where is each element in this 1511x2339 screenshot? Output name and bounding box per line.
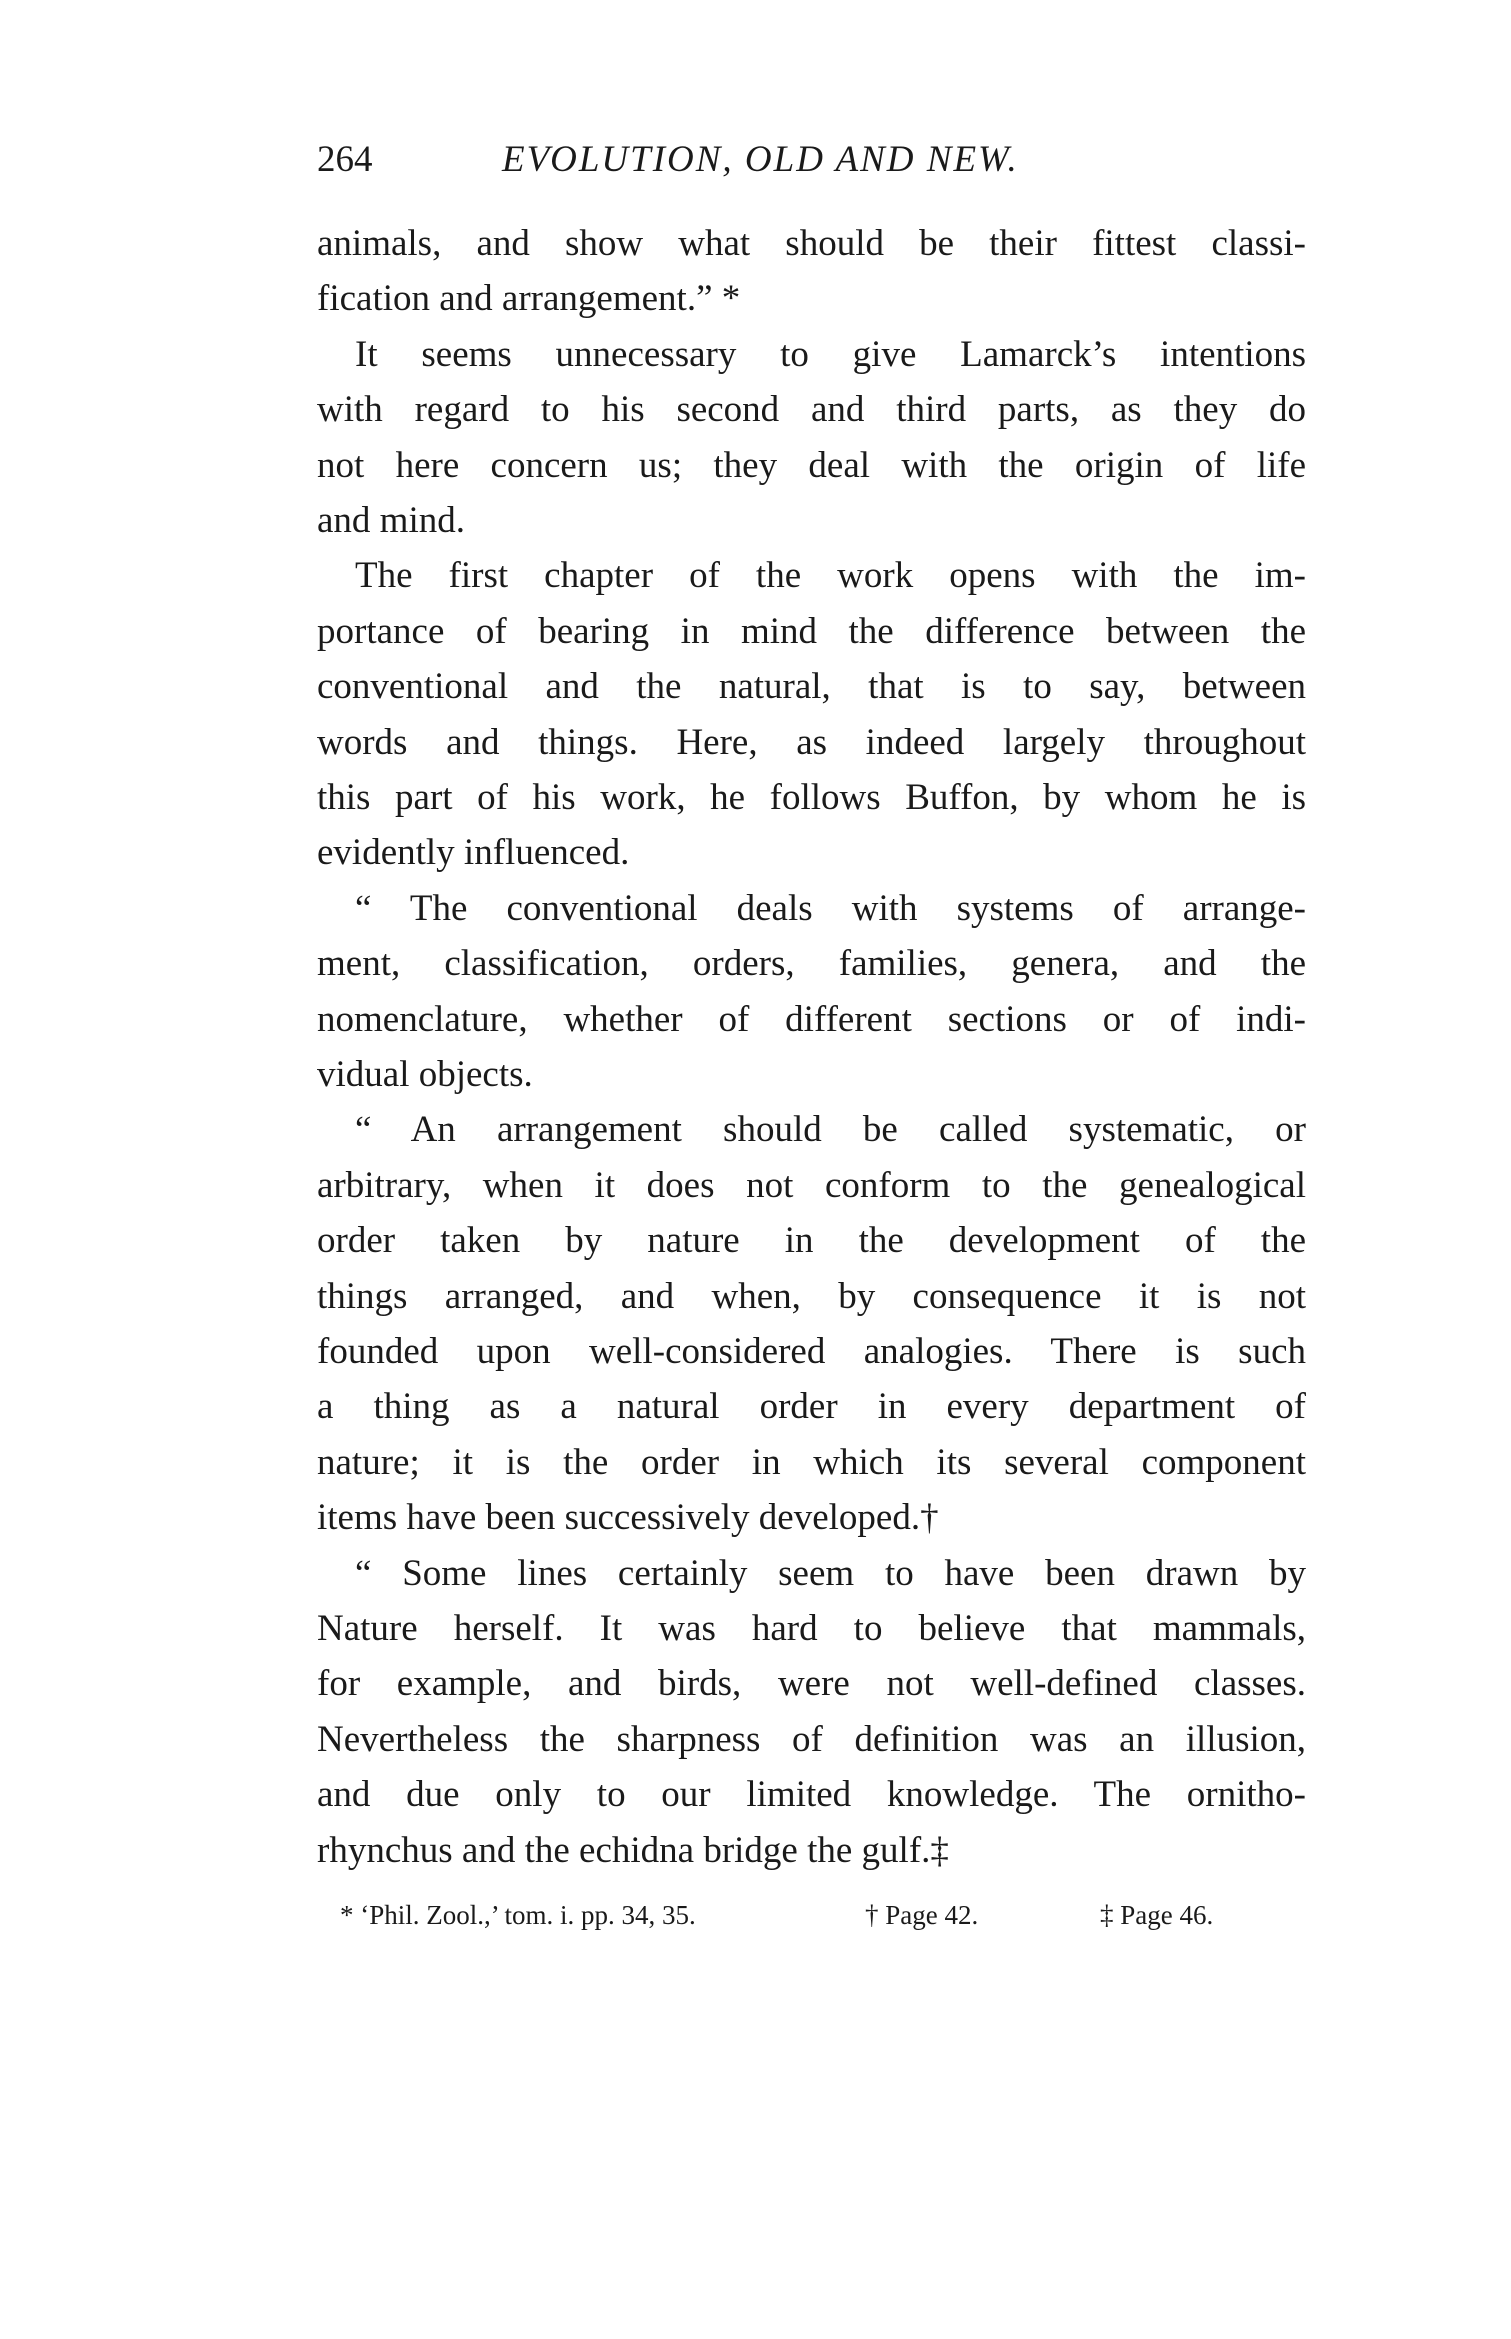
text-line: It seems unnecessary to give Lamarck’s intentions xyxy=(355,333,1306,375)
text-line: rhynchus and the echidna bridge the gulf.‡ xyxy=(317,1829,949,1871)
text-line: things arranged, and when, by consequence it is not xyxy=(317,1275,1306,1317)
text-line: nomenclature, whether of different sections or of indi- xyxy=(317,998,1306,1040)
text-line: words and things. Here, as indeed largely throughout xyxy=(317,721,1306,763)
page-number: 264 xyxy=(317,139,373,180)
running-title: EVOLUTION, OLD AND NEW. xyxy=(502,139,1019,180)
text-line: animals, and show what should be their fittest classi- xyxy=(317,223,1306,264)
text-line: portance of bearing in mind the difference between the xyxy=(317,610,1306,652)
text-line: ment, classification, orders, families, genera, and the xyxy=(317,943,1306,985)
text-line: Nature herself. It was hard to believe that mammals, xyxy=(317,1608,1306,1649)
text-line: a thing as a natural order in every department of xyxy=(317,1386,1306,1428)
text-line: for example, and birds, were not well-defined classes. xyxy=(317,1663,1306,1705)
footnote-1: * ‘Phil. Zool.,’ tom. i. pp. 34, 35. xyxy=(340,1900,696,1930)
footnotes xyxy=(340,1900,1290,1940)
text-line: The first chapter of the work opens with the im- xyxy=(355,555,1306,597)
text-line: “ The conventional deals with systems of arrange- xyxy=(355,887,1306,929)
text-line: fication and arrangement.” * xyxy=(317,278,741,320)
text-line: order taken by nature in the development of the xyxy=(317,1220,1306,1262)
text-line: conventional and the natural, that is to say, between xyxy=(317,666,1306,708)
text-line: “ An arrangement should be called systematic, or xyxy=(355,1109,1306,1151)
running-header xyxy=(317,138,1307,188)
text-line: vidual objects. xyxy=(317,1054,533,1095)
text-line: this part of his work, he follows Buffon, by whom he is xyxy=(317,777,1306,818)
text-line: and due only to our limited knowledge. The ornitho- xyxy=(317,1774,1306,1816)
text-line: Nevertheless the sharpness of definition was an illusion, xyxy=(317,1718,1306,1760)
footnote-3: ‡ Page 46. xyxy=(1100,1900,1214,1930)
text-line: items have been successively developed.† xyxy=(317,1497,939,1539)
text-line: not here concern us; they deal with the origin of life xyxy=(317,444,1306,486)
text-line: arbitrary, when it does not conform to the genealogical xyxy=(317,1164,1306,1206)
footnote-2: † Page 42. xyxy=(865,1900,979,1930)
text-line: evidently influenced. xyxy=(317,832,630,874)
text-line: and mind. xyxy=(317,500,465,541)
text-line: with regard to his second and third parts, as they do xyxy=(317,389,1306,431)
text-line: “ Some lines certainly seem to have been drawn by xyxy=(355,1552,1306,1594)
text-line: nature; it is the order in which its several component xyxy=(317,1441,1306,1483)
text-line: founded upon well-considered analogies. There is such xyxy=(317,1331,1306,1372)
